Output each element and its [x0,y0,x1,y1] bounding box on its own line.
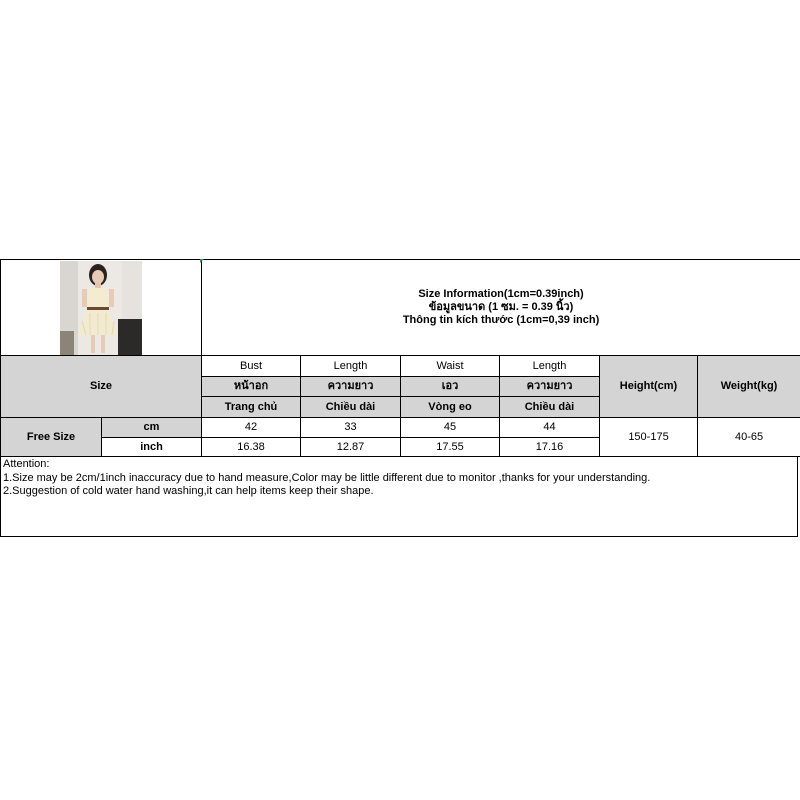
unit-cm: cm [102,418,202,438]
height-value: 150-175 [600,418,698,457]
attention-line-2: 2.Suggestion of cold water hand washing,it can help items keep their shape. [3,485,374,497]
col-length2-th: ความยาว [500,377,600,397]
height-header: Height(cm) [600,356,698,418]
col-bust-vi: Trang chủ [202,397,301,418]
size-information-header [202,260,800,356]
length-cm: 33 [301,418,401,438]
size-table [0,259,800,457]
col-waist-en: Waist [401,356,500,377]
product-photo-cell [1,260,202,356]
length2-inch: 17.16 [500,438,600,457]
weight-value: 40-65 [698,418,800,457]
bust-inch: 16.38 [202,438,301,457]
col-waist-th: เอว [401,377,500,397]
col-bust-en: Bust [202,356,301,377]
weight-header: Weight(kg) [698,356,800,418]
length2-cm: 44 [500,418,600,438]
col-length-vi: Chiều dài [301,397,401,418]
attention-line-1: 1.Size may be 2cm/1inch inaccuracy due to hand measure,Color may be little different due to monitor ,thanks for your understanding. [3,471,651,484]
col-waist-vi: Vòng eo [401,397,500,418]
bust-cm: 42 [202,418,301,438]
unit-inch: inch [102,438,202,457]
free-size-label: Free Size [1,418,102,457]
col-length-th: ความยาว [301,377,401,397]
waist-cm: 45 [401,418,500,438]
title-vietnamese: Thông tin kích thước (1cm=0,39 inch) [402,314,600,326]
title-thai: ข้อมูลขนาด (1 ซม. = 0.39 นิ้ว) [428,301,574,313]
col-bust-th: หน้าอก [202,377,301,397]
col-length2-en: Length [500,356,600,377]
waist-inch: 17.55 [401,438,500,457]
product-photo [60,261,142,355]
cell-comment-marker [200,259,204,263]
title-english: Size Information(1cm=0.39inch) [418,288,584,300]
col-length2-vi: Chiều dài [500,397,600,418]
attention-heading: Attention: [3,458,50,470]
length-inch: 12.87 [301,438,401,457]
size-chart [0,259,800,537]
col-length-en: Length [301,356,401,377]
table-row-cm [1,418,800,438]
attention-notes [0,457,798,537]
size-heading: Size [1,356,202,418]
